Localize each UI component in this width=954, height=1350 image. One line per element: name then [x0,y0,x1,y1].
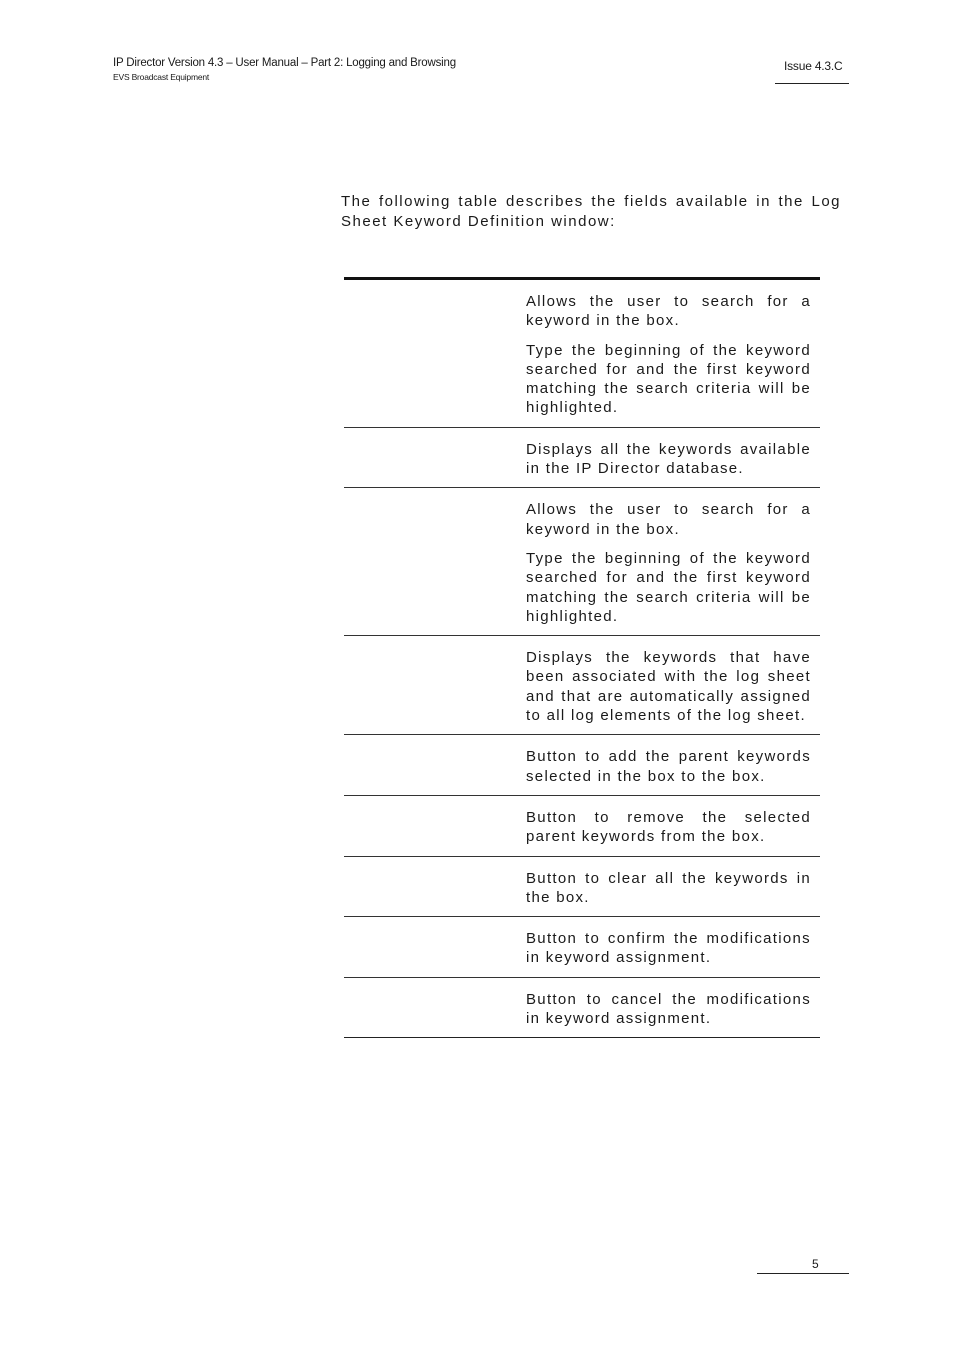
table-row [344,488,820,636]
field-description-cell [526,747,811,786]
field-name-cell [344,440,526,479]
description-paragraph: Allows the user to search for a keyword in the box. [526,293,811,330]
field-name-cell [344,648,526,725]
intro-paragraph: The following table describes the fields available in the Log Sheet Keyword Definition window: [341,193,841,230]
description-paragraph: Displays the keywords that have been associated with the log sheet and that are automatically assigned to all log elements of the log sheet. [526,649,811,725]
field-name-cell [344,990,526,1029]
field-description-cell [526,500,811,626]
description-paragraph: Button to cancel the modifications in keyword assignment. [526,990,811,1028]
field-name-cell [344,808,526,847]
header-subtitle: EVS Broadcast Equipment [113,72,210,82]
footer-rule [757,1273,849,1274]
field-name-cell [344,500,526,626]
description-paragraph: Button to confirm the modifications in keyword assignment. [526,930,811,967]
description-paragraph: Allows the user to search for a keyword in the box. [526,501,811,538]
field-description-cell [526,648,811,725]
field-description-cell [526,808,811,847]
table-row [344,735,820,796]
field-description-table [344,277,820,1038]
table-row [344,857,820,918]
field-name-cell [344,292,526,418]
description-paragraph: Displays all the keywords available in the IP Director database. [526,440,811,478]
description-paragraph: Button to clear all the keywords in the box. [526,869,811,906]
field-name-cell [344,747,526,786]
field-description-cell [526,869,811,908]
field-description-cell [526,929,811,968]
field-name-cell [344,869,526,908]
description-paragraph: Button to remove the selected parent keywords from the box. [526,808,811,846]
header-issue: Issue 4.3.C [784,59,843,73]
description-paragraph: Type the beginning of the keyword searched for and the first keyword matching the search criteria will be highlighted. [526,549,811,625]
field-description-cell [526,990,811,1029]
table-row [344,796,820,857]
table-row [344,428,820,489]
field-description-cell [526,292,811,418]
page-number: 5 [812,1257,819,1271]
table-row [344,978,820,1039]
description-paragraph: Button to add the parent keywords selected in the box to the box. [526,748,811,785]
table-row [344,280,820,428]
table-row [344,636,820,735]
field-name-cell [344,929,526,968]
header-title: IP Director Version 4.3 – User Manual – Part 2: Logging and Browsing [113,57,456,69]
field-description-cell [526,440,811,479]
header-rule [775,83,849,84]
table-row [344,917,820,978]
description-paragraph: Type the beginning of the keyword searched for and the first keyword matching the search criteria will be highlighted. [526,341,811,417]
